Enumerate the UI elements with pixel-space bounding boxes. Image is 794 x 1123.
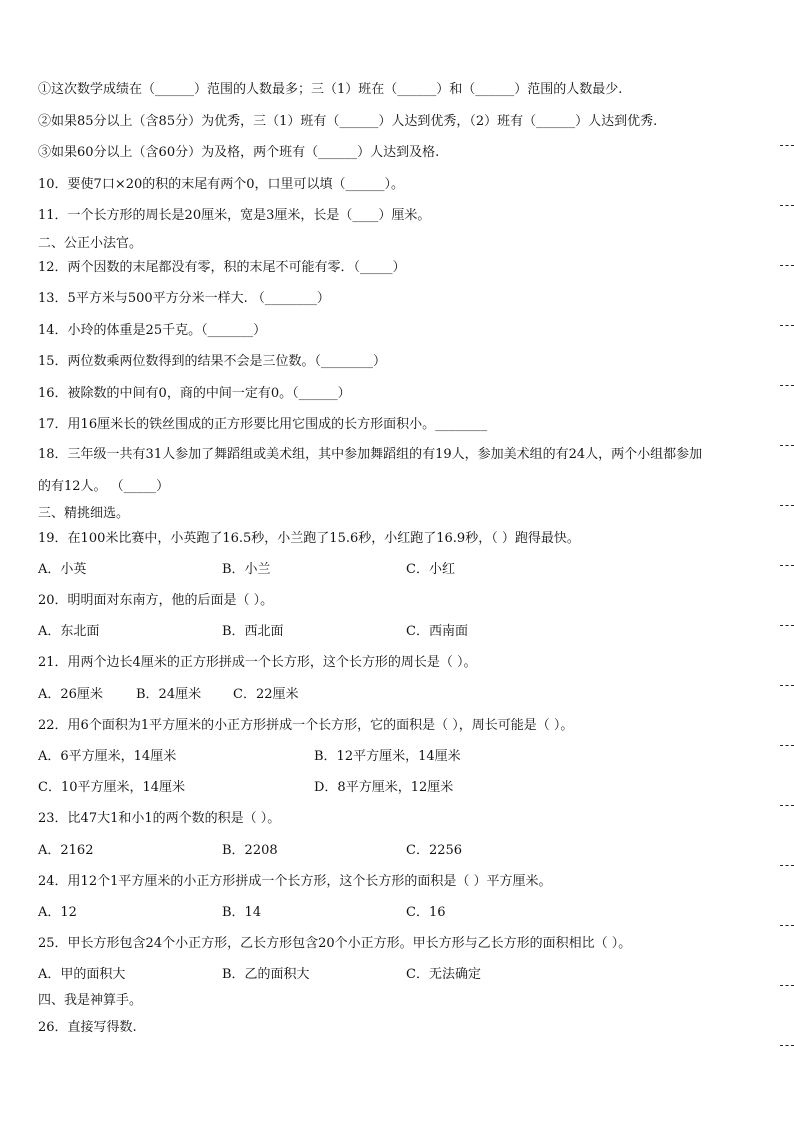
margin-mark	[780, 145, 794, 146]
margin-mark	[780, 505, 794, 506]
question-15: 15．两位数乘两位数得到的结果不会是三位数。（________）	[38, 354, 387, 369]
question-19: 19．在100米比赛中，小英跑了16.5秒，小兰跑了15.6秒，小红跑了16.9秒，（ ）跑得最快。	[38, 531, 580, 546]
question-11: 11．一个长方形的周长是20厘米，宽是3厘米，长是（____）厘米。	[38, 208, 431, 223]
question-17: 17．用16厘米长的铁丝围成的正方形要比用它围成的长方形面积小。________	[38, 417, 488, 432]
section-2-heading: 二、公正小法官。	[38, 236, 143, 251]
question-25: 25．甲长方形包含24个小正方形，乙长方形包含20个小正方形。甲长方形与乙长方形的面积相比（ ）。	[38, 936, 632, 951]
q23-option-b: B．2208	[222, 843, 278, 858]
margin-mark	[780, 865, 794, 866]
q24-option-a: A．12	[38, 905, 77, 920]
q21-option-a: A．26厘米	[38, 687, 103, 702]
q20-option-a: A．东北面	[38, 624, 100, 639]
question-9-part-1: ①这次数学成绩在（______）范围的人数最多；三（1）班在（______）和（______）范围的人数最少.	[38, 82, 623, 97]
question-13: 13．5平方米与500平方分米一样大. （________）	[38, 291, 330, 306]
question-20: 20．明明面对东南方，他的后面是（ ）。	[38, 593, 274, 608]
q22-option-a: A．6平方厘米，14厘米	[38, 749, 177, 764]
question-26: 26．直接写得数.	[38, 1020, 137, 1035]
q21-option-c: C．22厘米	[233, 687, 299, 702]
q25-option-b: B．乙的面积大	[222, 967, 310, 982]
margin-mark	[780, 925, 794, 926]
question-16: 16．被除数的中间有0，商的中间一定有0。（______）	[38, 386, 351, 401]
section-4-heading: 四、我是神算手。	[38, 993, 143, 1008]
margin-mark	[780, 745, 794, 746]
q24-option-c: C．16	[406, 905, 446, 920]
margin-mark	[780, 985, 794, 986]
question-12: 12．两个因数的末尾都没有零，积的末尾不可能有零．（_____）	[38, 260, 406, 275]
q23-option-c: C．2256	[406, 843, 463, 858]
margin-mark	[780, 625, 794, 626]
section-3-heading: 三、精挑细选。	[38, 506, 130, 521]
q22-option-c: C．10平方厘米，14厘米	[38, 780, 186, 795]
margin-mark	[780, 565, 794, 566]
question-18-line-1: 18．三年级一共有31人参加了舞蹈组或美术组，其中参加舞蹈组的有19人，参加美术组的有24人，两个小组都参加	[38, 447, 703, 462]
margin-mark	[780, 205, 794, 206]
q19-option-b: B．小兰	[222, 562, 271, 577]
q24-option-b: B．14	[222, 905, 262, 920]
question-18-line-2: 的有12人。 （_____）	[38, 479, 170, 494]
margin-mark	[780, 265, 794, 266]
margin-mark	[780, 325, 794, 326]
question-23: 23．比47大1和小1的两个数的积是（ ）。	[38, 811, 281, 826]
q22-option-d: D．8平方厘米，12厘米	[314, 780, 454, 795]
q22-option-b: B．12平方厘米，14厘米	[314, 749, 461, 764]
question-9-part-3: ③如果60分以上（含60分）为及格，两个班有（______）人达到及格.	[38, 145, 440, 160]
q23-option-a: A．2162	[38, 843, 94, 858]
question-14: 14．小玲的体重是25千克。（_______）	[38, 323, 267, 338]
margin-mark	[780, 385, 794, 386]
q25-option-c: C．无法确定	[406, 967, 481, 982]
margin-mark	[780, 685, 794, 686]
q19-option-c: C．小红	[406, 562, 455, 577]
question-10: 10．要使7口×20的积的末尾有两个0，口里可以填（______）。	[38, 177, 405, 192]
q20-option-b: B．西北面	[222, 624, 284, 639]
question-9-part-2: ②如果85分以上（含85分）为优秀，三（1）班有（______）人达到优秀，（2）班有（______）人达到优秀.	[38, 114, 658, 129]
margin-mark	[780, 1045, 794, 1046]
question-21: 21．用两个边长4厘米的正方形拼成一个长方形，这个长方形的周长是（ ）。	[38, 655, 477, 670]
question-24: 24．用12个1平方厘米的小正方形拼成一个长方形，这个长方形的面积是（ ）平方厘米。	[38, 874, 552, 889]
q21-option-b: B．24厘米	[136, 687, 202, 702]
margin-mark	[780, 445, 794, 446]
q25-option-a: A．甲的面积大	[38, 967, 126, 982]
question-22: 22．用6个面积为1平方厘米的小正方形拼成一个长方形，它的面积是（ ），周长可能是（ ）。	[38, 718, 574, 733]
q20-option-c: C．西南面	[406, 624, 468, 639]
margin-mark	[780, 805, 794, 806]
q19-option-a: A．小英	[38, 562, 87, 577]
